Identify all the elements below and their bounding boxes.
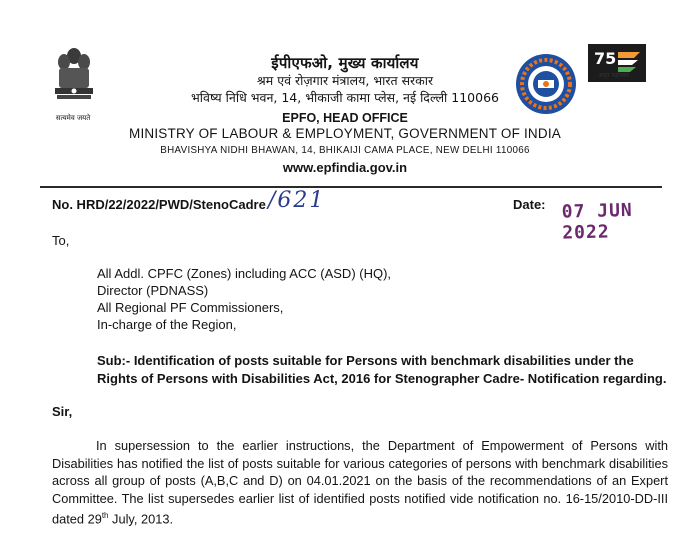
subject-line: Sub:- Identification of posts suitable for Persons with benchmark disabilities under the Rights of Persons with Disabilities Act, 2016 for Stenographer Cadre- Notification regarding. [97, 353, 667, 386]
amrit-caption: अमृत महोत्सव [598, 72, 629, 79]
body-text-end: July, 2013. [108, 511, 173, 527]
website-link[interactable]: www.epfindia.gov.in [282, 160, 408, 175]
salutation: Sir, [52, 404, 73, 419]
epfo-logo-icon [514, 52, 578, 116]
date-stamp: 07 JUN 2022 [561, 199, 634, 244]
handwritten-number: /621 [268, 188, 326, 213]
emblem-caption: सत्यमेव जयते [55, 114, 91, 122]
header-divider [40, 186, 662, 188]
reference-number: No. HRD/22/2022/PWD/StenoCadre [52, 197, 266, 212]
body-paragraph [52, 437, 668, 528]
english-office-title: EPFO, HEAD OFFICE [282, 111, 408, 125]
english-ministry: MINISTRY OF LABOUR & EMPLOYMENT, GOVERNMENT OF INDIA [129, 126, 561, 141]
hindi-address: भविष्य निधि भवन, 14, भीकाजी कामा प्लेस, नई दिल्ली 110066 [191, 90, 499, 105]
hindi-office-title: ईपीएफओ, मुख्य कार्यालय [271, 54, 419, 72]
addressee-line: All Regional PF Commissioners, [97, 300, 284, 315]
to-label: To, [52, 233, 70, 248]
addressee-line: Director (PDNASS) [97, 283, 209, 298]
body-superscript: th [101, 511, 109, 521]
date-label: Date: [513, 197, 546, 212]
addressee-line: In-charge of the Region, [97, 317, 237, 332]
national-emblem-icon [50, 46, 98, 112]
english-address: BHAVISHYA NIDHI BHAWAN, 14, BHIKAIJI CAMA PLACE, NEW DELHI 110066 [160, 145, 530, 156]
svg-text:75: 75 [594, 49, 617, 68]
body-text: In supersession to the earlier instructions, the Department of Empowerment of Persons with Disabilities has notified the list of posts suitable for various categories of persons with benchmark disabilities across all group of posts (A,B,C and D) on 04.01.2021 on the basis of the recommendations of an Expert Committee. The list supersedes earlier list of identified posts notified vide notification no. 16-15/2010-DD-III dated 29 [52, 438, 668, 527]
addressee-line: All Addl. CPFC (Zones) including ACC (ASD) (HQ), [97, 266, 392, 281]
hindi-ministry: श्रम एवं रोज़गार मंत्रालय, भारत सरकार [256, 73, 434, 88]
